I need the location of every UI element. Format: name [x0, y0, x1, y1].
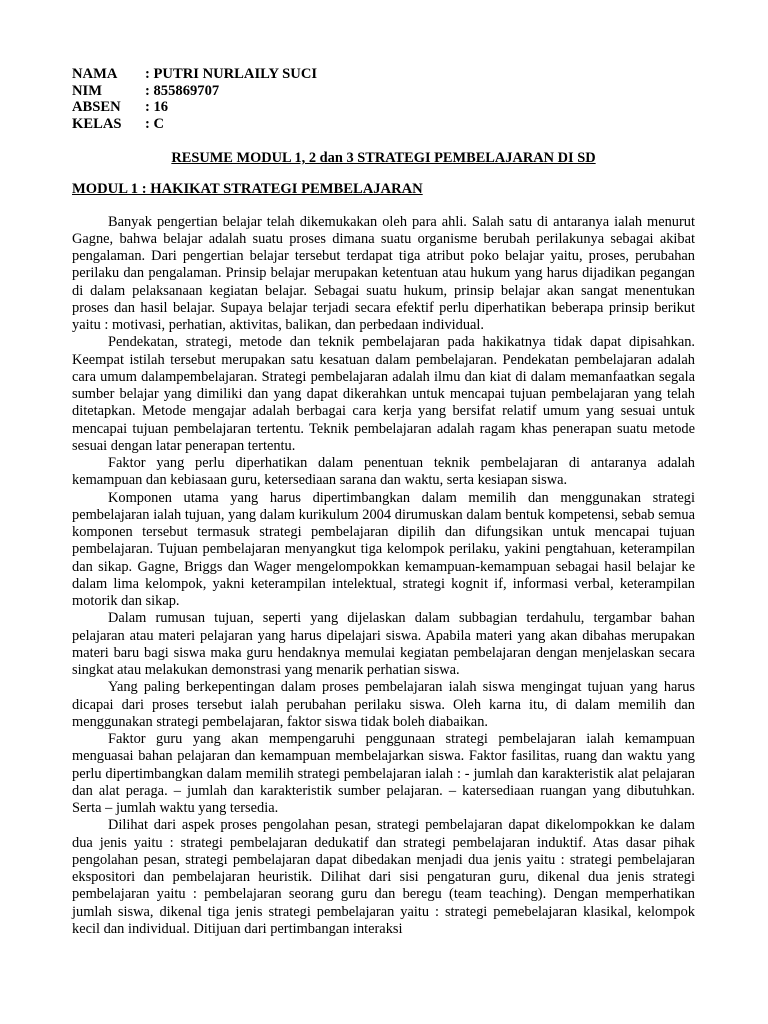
paragraph: Yang paling berkepentingan dalam proses pembelajaran ialah siswa mengingat tujuan yang harus dicapai dari proses tersebut ialah perubahan perilaku siswa. Oleh karna itu, di dalam memilih dan menggunakan strategi pembelajaran, faktor siswa tidak boleh diabaikan. — [72, 679, 695, 730]
identity-key: NAMA — [72, 66, 118, 82]
identity-key: ABSEN — [72, 99, 121, 115]
identity-value: : 16 — [145, 99, 169, 115]
identity-row-absen — [72, 99, 695, 116]
body-text — [72, 214, 695, 939]
document-title: RESUME MODUL 1, 2 dan 3 STRATEGI PEMBELAJARAN DI SD — [171, 150, 596, 166]
paragraph: Komponen utama yang harus dipertimbangkan dalam memilih dan menggunakan strategi pembelajaran ialah tujuan, yang dalam kurikulum 2004 dirumuskan dalam bentuk kompetensi, sebab semua komponen tersebut termasuk strategi pembelajaran dipilih dan difungsikan untuk mencapai tujuan pembelajaran. Tujuan pembelajaran menyangkut tiga kelompok perilaku, yakini pengtahuan, keterampilan dan sikap. Gagne, Briggs dan Wager mengelompokkan kemampuan-kemampuan sebagai hasil belajar ke dalam lima kelompok, yakni keterampilan intelektual, strategi kognit if, informasi verbal, keterampilan motorik dan sikap. — [72, 489, 695, 609]
paragraph: Faktor yang perlu diperhatikan dalam penentuan teknik pembelajaran di antaranya adalah kemampuan dan kebiasaan guru, ketersediaan sarana dan waktu, serta kesiapan siswa. — [72, 455, 695, 489]
identity-row-nim — [72, 83, 695, 100]
identity-value: : C — [145, 115, 165, 132]
identity-value: : PUTRI NURLAILY SUCI — [145, 66, 318, 82]
document-page — [72, 66, 695, 938]
module-heading: MODUL 1 : HAKIKAT STRATEGI PEMBELAJARAN — [72, 181, 423, 198]
paragraph: Pendekatan, strategi, metode dan teknik pembelajaran pada hakikatnya tidak dapat dipisahkan. Keempat istilah tersebut merupakan satu kesatuan dalam pembelajaran. Pendekatan pembelajaran adalah cara umum dalampembelajaran. Strategi pembelajaran adalah ilmu dan kiat di dalam memanfaatkan segala sumber belajar yang dimiliki dan yang dapat dikerahkan untuk mencapai tujuan pembelajaran yang telah ditetapkan. Metode mengajar adalah berbagai cara kerja yang bersifat relatif umum yang sesuai untuk mencapai tujuan pembelajaran tertentu. Teknik pembelajaran adalah ragam khas penerapan suatu metode sesuai dengan latar penerapan tertentu. — [72, 334, 695, 454]
paragraph: Faktor guru yang akan mempengaruhi penggunaan strategi pembelajaran ialah kemampuan menguasai bahan pelajaran dan kemampuan membelajarkan siswa. Faktor fasilitas, ruang dan waktu yang perlu dipertimbangkan dalam memilih strategi pembelajaran ialah : - jumlah dan karakteristik alat pelajaran dan alat peraga. – jumlah dan karakteristik sumber pelajaran. – katersediaan ruangan yang dibutuhkan. Serta – jumlah waktu yang tersedia. — [72, 731, 695, 816]
paragraph: Dilihat dari aspek proses pengolahan pesan, strategi pembelajaran dapat dikelompokkan ke dalam dua jenis yaitu : strategi pembelajaran dedukatif dan strategi pembelajaran induktif. Atas dasar pihak pengolahan pesan, strategi pembelajaran dapat dibedakan menjadi dua jenis yaitu : strategi pembelajaran ekspositori dan pembelajaran heuristik. Dilihat dari sisi pengaturan guru, dikenal dua jenis strategi pembelajaran yaitu : pembelajaran seorang guru dan beregu (team teaching). Dengan memperhatikan jumlah siswa, dikenal tiga jenis strategi pembelajaran yaitu : strategi pemebelajaran klasikal, kelompok kecil dan individual. Ditijuan dari pertimbangan interaksi — [72, 817, 695, 937]
identity-row-nama — [72, 66, 695, 83]
paragraph: Dalam rumusan tujuan, seperti yang dijelaskan dalam subbagian terdahulu, tergambar bahan pelajaran atau materi pelajaran yang harus dipelajari siswa. Apabila materi yang akan dibahas merupakan materi baru bagi siswa maka guru hendaknya memulai kegiatan pembelajaran dengan menjelaskan secara singkat atau melakukan demonstrasi yang menarik perhatian siswa. — [72, 610, 695, 678]
identity-row-kelas — [72, 116, 695, 133]
identity-block — [72, 66, 695, 132]
identity-key: NIM — [72, 82, 102, 99]
identity-value: : 855869707 — [145, 82, 220, 99]
identity-key: KELAS — [72, 115, 122, 132]
paragraph: Banyak pengertian belajar telah dikemukakan oleh para ahli. Salah satu di antaranya ialah menurut Gagne, bahwa belajar adalah suatu proses dimana suatu organisme berubah perilakunya sebagai akibat pengalaman. Dari pengertian belajar tersebut terdapat tiga atribut poko belajar yaitu, proses, perubahan perilaku dan pengalaman. Prinsip belajar merupakan ketentuan atau hukum yang harus dijadikan pegangan di dalam pelaksanaan kegiatan belajar. Sebagai suatu hukum, prinsip belajar akan sangat menentukan proses dan hasil belajar. Supaya belajar terjadi secara efektif perlu diperhatikan beberapa prinsip berikut yaitu : motivasi, perhatian, aktivitas, balikan, dan perbedaan individual. — [72, 213, 695, 333]
